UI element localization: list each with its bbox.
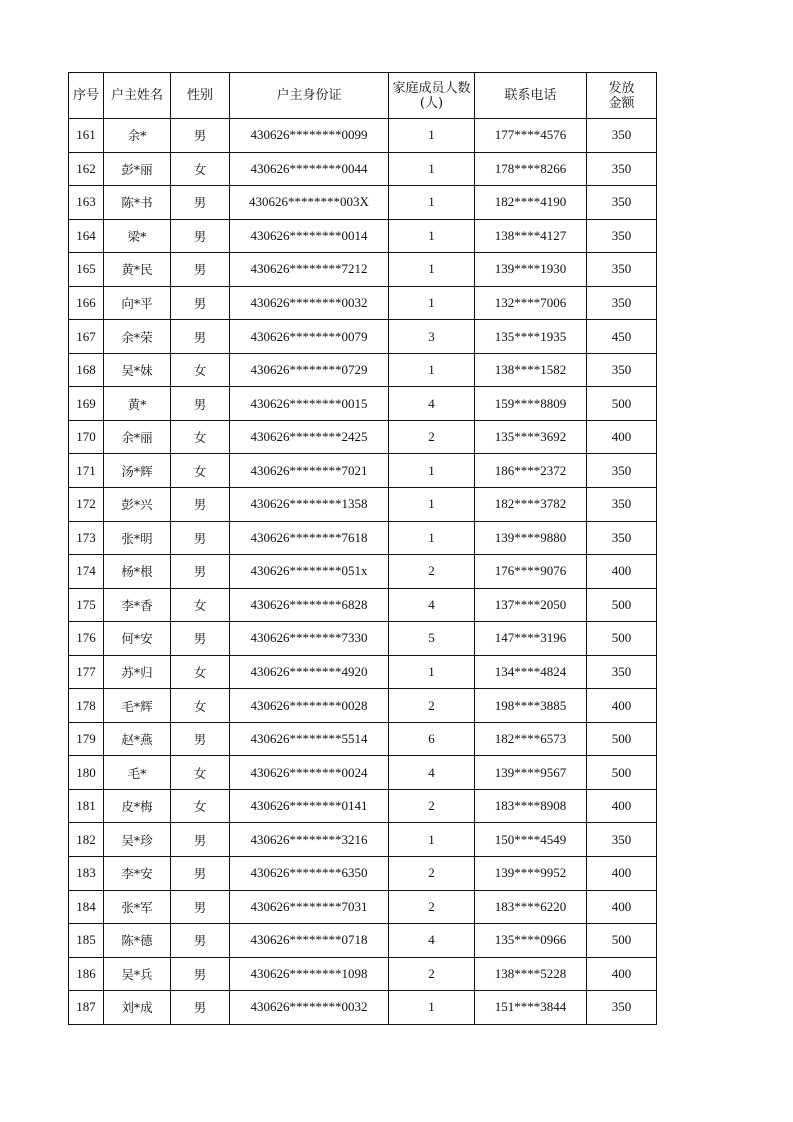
cell-id-card: 430626********7212 [230, 253, 389, 287]
cell-gender: 男 [171, 488, 230, 522]
cell-id-card: 430626********0028 [230, 689, 389, 723]
cell-amount: 400 [587, 890, 657, 924]
cell-family-count: 1 [389, 253, 475, 287]
cell-id-card: 430626********1098 [230, 957, 389, 991]
table-row [69, 219, 657, 253]
cell-name: 吴*珍 [104, 823, 171, 857]
header-amount-line2: 金额 [608, 95, 635, 111]
cell-gender: 男 [171, 555, 230, 589]
cell-name: 李*香 [104, 588, 171, 622]
cell-family-count: 4 [389, 756, 475, 790]
cell-name: 赵*燕 [104, 722, 171, 756]
cell-name: 张*明 [104, 521, 171, 555]
table-row [69, 454, 657, 488]
cell-phone: 139****1930 [475, 253, 587, 287]
cell-amount: 350 [587, 454, 657, 488]
table-row [69, 152, 657, 186]
cell-phone: 139****9952 [475, 857, 587, 891]
cell-seq: 169 [69, 387, 104, 421]
cell-gender: 男 [171, 991, 230, 1025]
cell-name: 吴*兵 [104, 957, 171, 991]
cell-phone: 137****2050 [475, 588, 587, 622]
cell-seq: 172 [69, 488, 104, 522]
cell-phone: 135****0966 [475, 924, 587, 958]
cell-amount: 350 [587, 219, 657, 253]
cell-name: 陈*德 [104, 924, 171, 958]
table-row [69, 286, 657, 320]
cell-id-card: 430626********0079 [230, 320, 389, 354]
cell-gender: 男 [171, 722, 230, 756]
cell-id-card: 430626********7330 [230, 622, 389, 656]
cell-id-card: 430626********0014 [230, 219, 389, 253]
cell-gender: 男 [171, 253, 230, 287]
cell-seq: 183 [69, 857, 104, 891]
header-amount [587, 73, 657, 119]
cell-id-card: 430626********5514 [230, 722, 389, 756]
cell-gender: 男 [171, 387, 230, 421]
cell-family-count: 1 [389, 119, 475, 153]
cell-id-card: 430626********0099 [230, 119, 389, 153]
cell-name: 余*荣 [104, 320, 171, 354]
cell-id-card: 430626********0044 [230, 152, 389, 186]
cell-amount: 500 [587, 756, 657, 790]
cell-gender: 男 [171, 320, 230, 354]
cell-amount: 400 [587, 689, 657, 723]
distribution-table-container [68, 72, 656, 1025]
cell-name: 毛* [104, 756, 171, 790]
cell-id-card: 430626********6828 [230, 588, 389, 622]
cell-amount: 400 [587, 957, 657, 991]
cell-amount: 350 [587, 823, 657, 857]
cell-phone: 138****5228 [475, 957, 587, 991]
cell-gender: 男 [171, 823, 230, 857]
cell-id-card: 430626********7031 [230, 890, 389, 924]
cell-seq: 176 [69, 622, 104, 656]
table-row [69, 722, 657, 756]
cell-id-card: 430626********0015 [230, 387, 389, 421]
cell-phone: 135****3692 [475, 420, 587, 454]
table-row [69, 991, 657, 1025]
cell-name: 陈*书 [104, 186, 171, 220]
cell-phone: 138****1582 [475, 353, 587, 387]
cell-amount: 350 [587, 353, 657, 387]
cell-family-count: 1 [389, 454, 475, 488]
distribution-table [68, 72, 657, 1025]
table-row [69, 119, 657, 153]
cell-family-count: 1 [389, 488, 475, 522]
cell-id-card: 430626********4920 [230, 655, 389, 689]
table-row [69, 857, 657, 891]
table-row [69, 588, 657, 622]
cell-family-count: 3 [389, 320, 475, 354]
header-amount-line1: 发放 [608, 80, 635, 96]
cell-phone: 132****7006 [475, 286, 587, 320]
table-row [69, 789, 657, 823]
cell-name: 吴*妹 [104, 353, 171, 387]
cell-phone: 182****4190 [475, 186, 587, 220]
cell-name: 余* [104, 119, 171, 153]
cell-seq: 187 [69, 991, 104, 1025]
cell-phone: 178****8266 [475, 152, 587, 186]
cell-id-card: 430626********0032 [230, 991, 389, 1025]
cell-amount: 350 [587, 991, 657, 1025]
cell-name: 梁* [104, 219, 171, 253]
table-row [69, 253, 657, 287]
cell-phone: 182****6573 [475, 722, 587, 756]
cell-seq: 178 [69, 689, 104, 723]
cell-family-count: 2 [389, 890, 475, 924]
cell-phone: 182****3782 [475, 488, 587, 522]
cell-name: 何*安 [104, 622, 171, 656]
cell-id-card: 430626********051x [230, 555, 389, 589]
cell-family-count: 6 [389, 722, 475, 756]
cell-amount: 500 [587, 722, 657, 756]
cell-family-count: 1 [389, 823, 475, 857]
cell-gender: 男 [171, 957, 230, 991]
cell-family-count: 4 [389, 924, 475, 958]
header-family-count-line2: (人) [419, 95, 444, 111]
cell-family-count: 5 [389, 622, 475, 656]
cell-family-count: 1 [389, 152, 475, 186]
cell-id-card: 430626********6350 [230, 857, 389, 891]
cell-gender: 男 [171, 622, 230, 656]
cell-id-card: 430626********0718 [230, 924, 389, 958]
cell-amount: 350 [587, 119, 657, 153]
cell-seq: 177 [69, 655, 104, 689]
cell-amount: 500 [587, 622, 657, 656]
cell-seq: 171 [69, 454, 104, 488]
cell-seq: 164 [69, 219, 104, 253]
cell-family-count: 2 [389, 789, 475, 823]
header-name: 户主姓名 [104, 73, 171, 119]
cell-seq: 168 [69, 353, 104, 387]
cell-seq: 181 [69, 789, 104, 823]
cell-name: 彭*丽 [104, 152, 171, 186]
table-row [69, 924, 657, 958]
cell-phone: 183****8908 [475, 789, 587, 823]
cell-phone: 139****9567 [475, 756, 587, 790]
cell-gender: 男 [171, 186, 230, 220]
cell-amount: 500 [587, 387, 657, 421]
cell-gender: 男 [171, 924, 230, 958]
table-row [69, 387, 657, 421]
cell-seq: 161 [69, 119, 104, 153]
cell-amount: 500 [587, 924, 657, 958]
cell-family-count: 4 [389, 387, 475, 421]
cell-id-card: 430626********7618 [230, 521, 389, 555]
table-row [69, 622, 657, 656]
cell-phone: 186****2372 [475, 454, 587, 488]
cell-name: 刘*成 [104, 991, 171, 1025]
cell-name: 杨*根 [104, 555, 171, 589]
cell-name: 张*军 [104, 890, 171, 924]
cell-phone: 134****4824 [475, 655, 587, 689]
cell-gender: 男 [171, 890, 230, 924]
cell-amount: 350 [587, 186, 657, 220]
cell-family-count: 1 [389, 655, 475, 689]
cell-family-count: 2 [389, 420, 475, 454]
cell-phone: 147****3196 [475, 622, 587, 656]
cell-amount: 400 [587, 420, 657, 454]
table-row [69, 655, 657, 689]
cell-family-count: 2 [389, 689, 475, 723]
table-row [69, 420, 657, 454]
cell-gender: 男 [171, 286, 230, 320]
cell-seq: 180 [69, 756, 104, 790]
table-row [69, 555, 657, 589]
table-row [69, 823, 657, 857]
table-row [69, 320, 657, 354]
header-gender: 性别 [171, 73, 230, 119]
cell-family-count: 1 [389, 353, 475, 387]
cell-amount: 350 [587, 655, 657, 689]
table-body [69, 119, 657, 1025]
cell-seq: 165 [69, 253, 104, 287]
cell-phone: 150****4549 [475, 823, 587, 857]
header-id-card: 户主身份证 [230, 73, 389, 119]
cell-phone: 198****3885 [475, 689, 587, 723]
cell-seq: 179 [69, 722, 104, 756]
cell-gender: 女 [171, 655, 230, 689]
cell-phone: 135****1935 [475, 320, 587, 354]
cell-id-card: 430626********0024 [230, 756, 389, 790]
cell-phone: 177****4576 [475, 119, 587, 153]
cell-gender: 女 [171, 689, 230, 723]
cell-seq: 185 [69, 924, 104, 958]
cell-name: 黄*民 [104, 253, 171, 287]
table-row [69, 488, 657, 522]
table-row [69, 890, 657, 924]
cell-seq: 163 [69, 186, 104, 220]
cell-gender: 女 [171, 152, 230, 186]
table-row [69, 756, 657, 790]
cell-id-card: 430626********003X [230, 186, 389, 220]
cell-seq: 186 [69, 957, 104, 991]
cell-id-card: 430626********0032 [230, 286, 389, 320]
cell-amount: 350 [587, 488, 657, 522]
cell-amount: 500 [587, 588, 657, 622]
table-row [69, 689, 657, 723]
table-row [69, 521, 657, 555]
cell-name: 苏*归 [104, 655, 171, 689]
cell-id-card: 430626********1358 [230, 488, 389, 522]
cell-name: 黄* [104, 387, 171, 421]
cell-id-card: 430626********2425 [230, 420, 389, 454]
table-row [69, 957, 657, 991]
cell-phone: 159****8809 [475, 387, 587, 421]
cell-family-count: 1 [389, 286, 475, 320]
cell-amount: 350 [587, 253, 657, 287]
cell-family-count: 4 [389, 588, 475, 622]
cell-gender: 女 [171, 420, 230, 454]
cell-gender: 男 [171, 521, 230, 555]
cell-phone: 176****9076 [475, 555, 587, 589]
cell-name: 皮*梅 [104, 789, 171, 823]
header-phone: 联系电话 [475, 73, 587, 119]
cell-seq: 174 [69, 555, 104, 589]
cell-family-count: 1 [389, 991, 475, 1025]
cell-phone: 183****6220 [475, 890, 587, 924]
cell-amount: 400 [587, 857, 657, 891]
cell-family-count: 2 [389, 857, 475, 891]
cell-name: 汤*辉 [104, 454, 171, 488]
table-row [69, 353, 657, 387]
cell-name: 向*平 [104, 286, 171, 320]
cell-id-card: 430626********0141 [230, 789, 389, 823]
cell-gender: 女 [171, 789, 230, 823]
cell-gender: 女 [171, 588, 230, 622]
cell-gender: 男 [171, 219, 230, 253]
cell-id-card: 430626********3216 [230, 823, 389, 857]
cell-family-count: 1 [389, 219, 475, 253]
cell-id-card: 430626********7021 [230, 454, 389, 488]
cell-family-count: 2 [389, 957, 475, 991]
cell-family-count: 1 [389, 521, 475, 555]
cell-seq: 173 [69, 521, 104, 555]
cell-amount: 350 [587, 152, 657, 186]
cell-name: 李*安 [104, 857, 171, 891]
cell-seq: 170 [69, 420, 104, 454]
cell-amount: 400 [587, 555, 657, 589]
table-row [69, 186, 657, 220]
cell-amount: 450 [587, 320, 657, 354]
cell-name: 毛*辉 [104, 689, 171, 723]
cell-gender: 男 [171, 119, 230, 153]
cell-phone: 139****9880 [475, 521, 587, 555]
table-header-row [69, 73, 657, 119]
cell-id-card: 430626********0729 [230, 353, 389, 387]
header-family-count [389, 73, 475, 119]
cell-gender: 女 [171, 454, 230, 488]
cell-seq: 182 [69, 823, 104, 857]
cell-amount: 350 [587, 521, 657, 555]
cell-family-count: 2 [389, 555, 475, 589]
cell-amount: 400 [587, 789, 657, 823]
cell-seq: 162 [69, 152, 104, 186]
cell-seq: 175 [69, 588, 104, 622]
header-family-count-line1: 家庭成员人数 [392, 80, 471, 96]
cell-seq: 166 [69, 286, 104, 320]
cell-name: 彭*兴 [104, 488, 171, 522]
header-seq: 序号 [69, 73, 104, 119]
cell-gender: 女 [171, 756, 230, 790]
cell-amount: 350 [587, 286, 657, 320]
cell-seq: 184 [69, 890, 104, 924]
cell-phone: 138****4127 [475, 219, 587, 253]
cell-gender: 男 [171, 857, 230, 891]
cell-seq: 167 [69, 320, 104, 354]
cell-name: 余*丽 [104, 420, 171, 454]
cell-gender: 女 [171, 353, 230, 387]
cell-family-count: 1 [389, 186, 475, 220]
cell-phone: 151****3844 [475, 991, 587, 1025]
